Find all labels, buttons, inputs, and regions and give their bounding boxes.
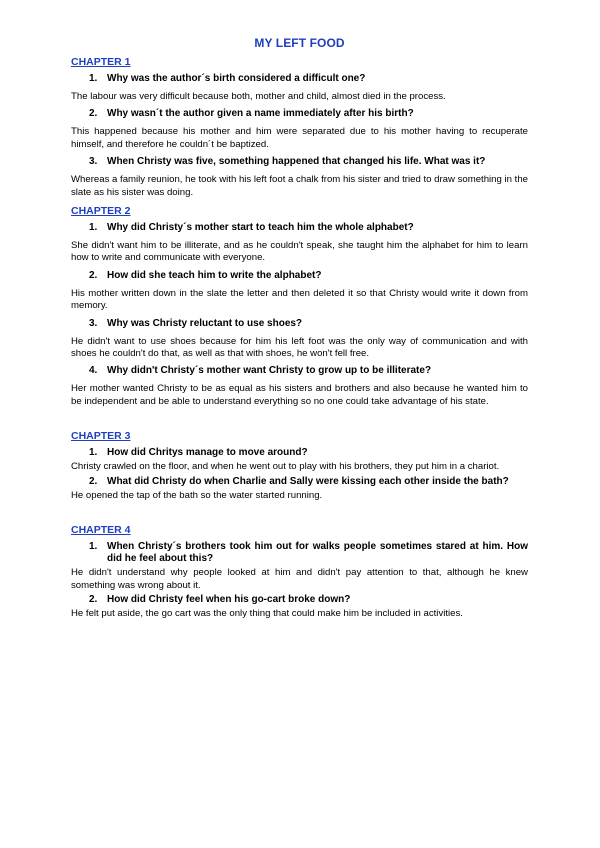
- question: 2. Why wasn´t the author given a name immediately after his birth?: [89, 108, 414, 120]
- answer: This happened because his mother and him were separated due to his mother having to recuperate himself, and therefore he couldn´t be baptized.: [71, 126, 528, 150]
- answer: His mother written down in the slate the letter and then deleted it so that Christy would write it down from memory.: [71, 287, 528, 312]
- question: 1. How did Chritys manage to move around?: [89, 447, 308, 459]
- document-title: MY LEFT FOOD: [254, 36, 345, 50]
- answer: He felt put aside, the go cart was the only thing that could make him be included in activities.: [71, 607, 463, 619]
- question: 2. How did she teach him to write the alphabet?: [89, 269, 322, 281]
- chapter-heading: CHAPTER 3: [71, 430, 131, 443]
- answer: Her mother wanted Christy to be as equal as his sisters and brothers and also because he wanted him to be independent and be able to understand everything so no one could take advantage of his state.: [71, 383, 528, 407]
- chapter-2: [71, 205, 528, 408]
- question: 1. Why did Christy´s mother start to teach him the whole alphabet?: [89, 222, 414, 234]
- answer: Whereas a family reunion, he took with his left foot a chalk from his sister and tried to draw something in the slate as his sister was doing.: [71, 174, 528, 198]
- question: 2. How did Christy feel when his go-cart broke down?: [89, 593, 351, 605]
- answer: Christy crawled on the floor, and when he went out to play with his brothers, they put him in a chariot.: [71, 461, 500, 473]
- question: 1. Why was the author´s birth considered a difficult one?: [89, 73, 366, 84]
- question: 3. Why was Christy reluctant to use shoes?: [89, 317, 303, 329]
- answer: She didn't want him to be illiterate, and as he couldn't speak, she taught him the alphabet for him to learn how to write and communicate with everyone.: [71, 240, 528, 264]
- question: 3. When Christy was five, something happened that changed his life. What was it?: [89, 156, 486, 168]
- chapter-heading: CHAPTER 1: [71, 56, 131, 68]
- question: 4. Why didn't Christy´s mother want Christy to grow up to be illiterate?: [89, 365, 432, 377]
- question: 2. What did Christy do when Charlie and Sally were kissing each other inside the bath?: [89, 475, 509, 487]
- answer: He didn't want to use shoes because for him his left foot was the only way of communication and with shoes he couldn't do that, as well as that with shoes, he won't fell free.: [71, 335, 528, 360]
- question: 1. When Christy´s brothers took him out for walks people sometimes stared at him. How did he feel about this?: [89, 541, 528, 565]
- document-page: [71, 36, 528, 620]
- chapter-1: [71, 56, 528, 199]
- answer: He opened the tap of the bath so the water started running.: [71, 489, 323, 501]
- chapter-heading: CHAPTER 4: [71, 524, 131, 537]
- chapter-3: [71, 430, 528, 502]
- answer: The labour was very difficult because both, mother and child, almost died in the process.: [71, 91, 446, 102]
- chapter-heading: CHAPTER 2: [71, 205, 131, 218]
- chapter-4: [71, 524, 528, 620]
- answer: He didn't understand why people looked at him and didn't pay attention to that, although he knew something was wrong about it.: [71, 567, 528, 591]
